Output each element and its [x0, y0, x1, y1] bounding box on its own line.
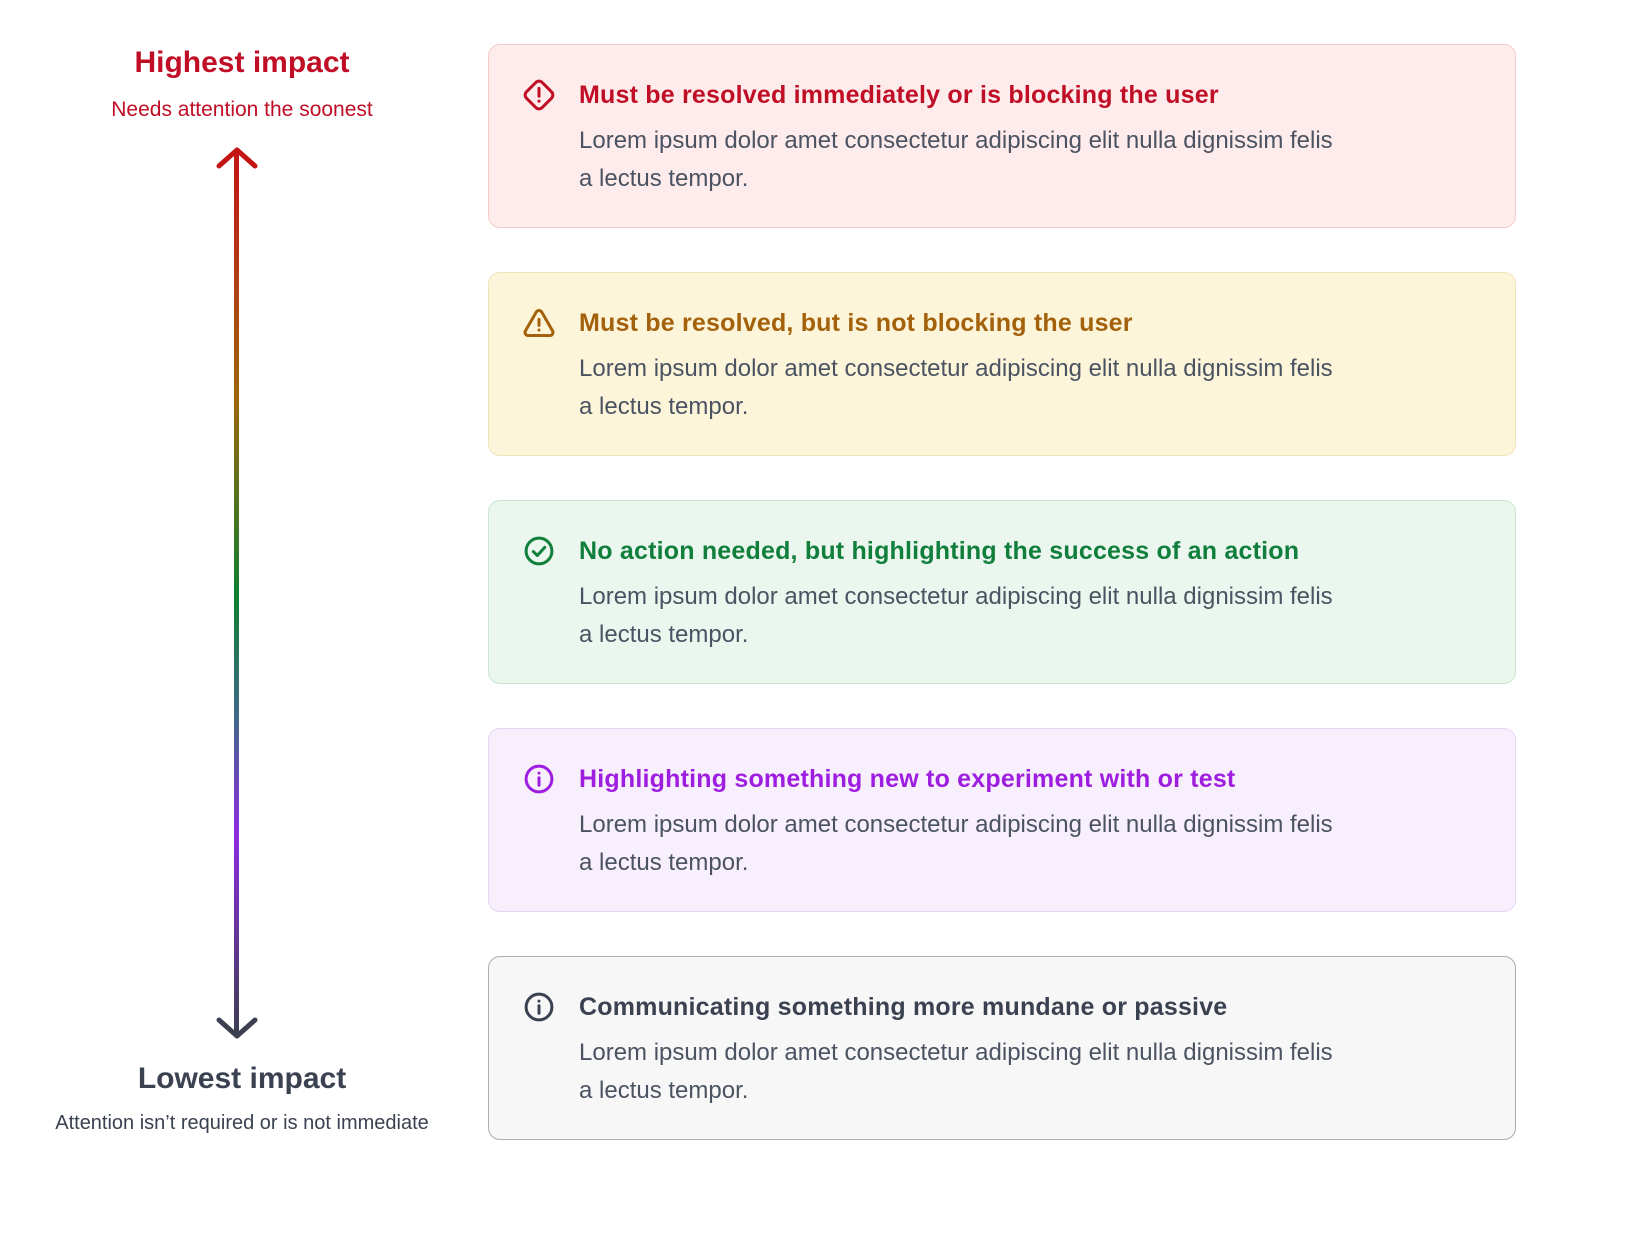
card-body [579, 350, 1475, 426]
card-header [521, 531, 1475, 571]
card-body-line: a lectus tempor. [579, 621, 749, 648]
warning-triangle-icon [521, 305, 557, 341]
card-body [579, 578, 1475, 654]
card-body-line: a lectus tempor. [579, 165, 749, 192]
impact-axis-top-sublabel: Needs attention the soonest [111, 98, 373, 121]
alert-diamond-icon [521, 77, 557, 113]
info-circle-icon [521, 989, 557, 1025]
arrow-down-icon [215, 1016, 259, 1040]
card-body [579, 122, 1475, 198]
impact-axis-bottom-sublabel: Attention isn’t required or is not immediate [55, 1112, 429, 1134]
card-body-line: a lectus tempor. [579, 1077, 749, 1104]
card-title: Must be resolved, but is not blocking the user [579, 308, 1133, 337]
check-circle-icon [521, 533, 557, 569]
alert-card-critical [488, 44, 1516, 228]
card-header [521, 759, 1475, 799]
card-title: Communicating something more mundane or passive [579, 992, 1228, 1021]
card-body-line: Lorem ipsum dolor amet consectetur adipiscing elit nulla dignissim felis [579, 811, 1333, 838]
impact-axis-line [234, 152, 239, 1038]
card-title: Must be resolved immediately or is blocking the user [579, 80, 1219, 109]
card-body [579, 806, 1475, 882]
card-title: Highlighting something new to experiment with or test [579, 764, 1236, 793]
alert-card-new-feature [488, 728, 1516, 912]
card-header [521, 987, 1475, 1027]
impact-axis-top-label: Highest impact [134, 46, 350, 79]
card-body-line: Lorem ipsum dolor amet consectetur adipiscing elit nulla dignissim felis [579, 355, 1333, 382]
card-body [579, 1034, 1475, 1110]
alert-card-warning [488, 272, 1516, 456]
info-circle-icon [521, 761, 557, 797]
alert-card-neutral [488, 956, 1516, 1140]
card-body-line: a lectus tempor. [579, 849, 749, 876]
alert-card-success [488, 500, 1516, 684]
card-body-line: a lectus tempor. [579, 393, 749, 420]
card-body-line: Lorem ipsum dolor amet consectetur adipiscing elit nulla dignissim felis [579, 1039, 1333, 1066]
card-header [521, 75, 1475, 115]
card-body-line: Lorem ipsum dolor amet consectetur adipiscing elit nulla dignissim felis [579, 583, 1333, 610]
impact-axis-bottom-label: Lowest impact [137, 1062, 347, 1095]
card-title: No action needed, but highlighting the success of an action [579, 536, 1300, 565]
card-header [521, 303, 1475, 343]
card-body-line: Lorem ipsum dolor amet consectetur adipiscing elit nulla dignissim felis [579, 127, 1333, 154]
